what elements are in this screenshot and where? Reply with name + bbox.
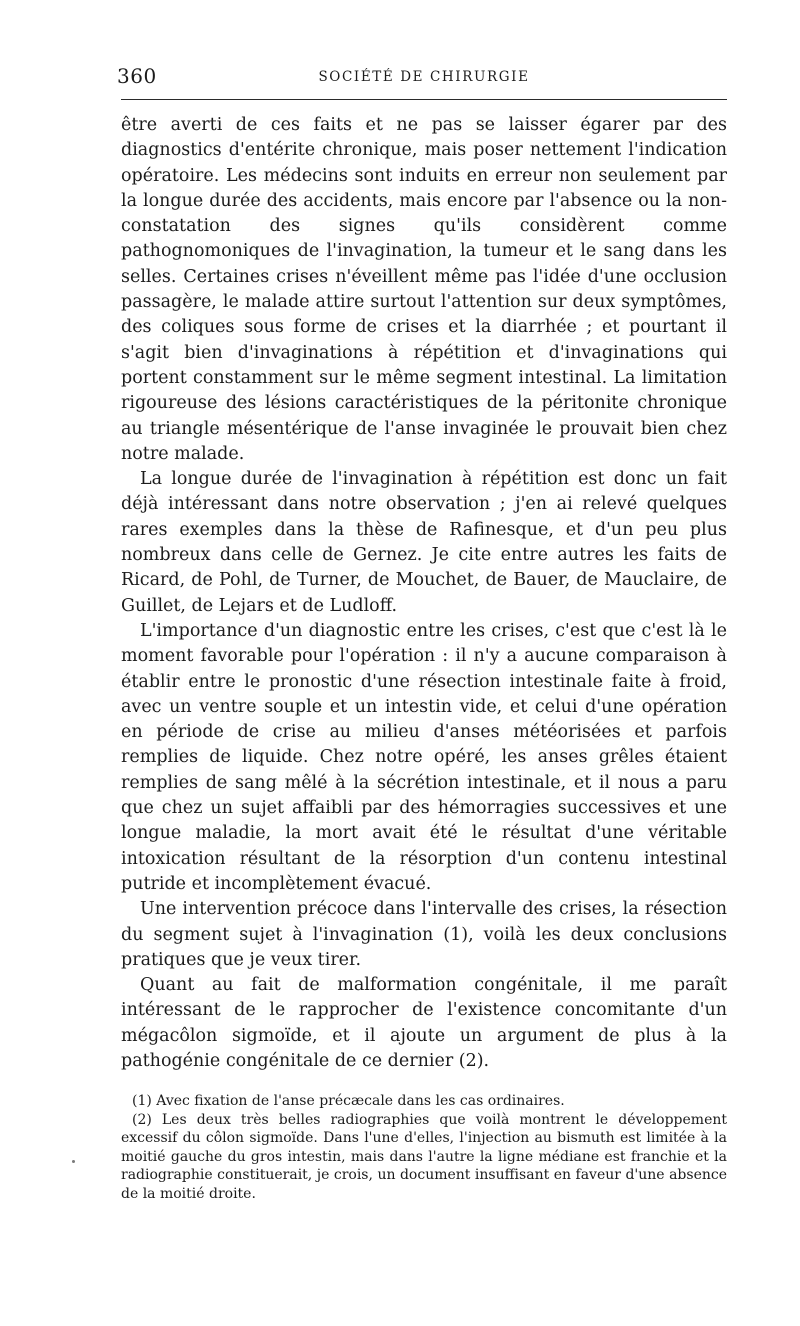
margin-mark	[72, 1160, 75, 1163]
book-page	[117, 60, 727, 1203]
running-title: SOCIÉTÉ DE CHIRURGIE	[318, 69, 530, 85]
running-header	[117, 60, 727, 94]
body-text	[121, 113, 727, 1074]
page-number: 360	[117, 64, 157, 88]
paragraph-invagination-duration: La longue durée de l'invagination à répétition est donc un fait déjà intéressant dans notre observation ; j'en ai relevé quelques rares exemples dans la thèse de Rafinesque, et d'un peu plus nombreux dans celle de Gernez. Je cite entre autres les faits de Ricard, de Pohl, de Turner, de Mouchet, de Bauer, de Mauclaire, de Guillet, de Lejars et de Ludloff.	[121, 469, 727, 616]
paragraph-diagnosis-importance: L'importance d'un diagnostic entre les crises, c'est que c'est là le moment favorable pour l'opération : il n'y a aucune comparaison à établir entre le pronostic d'une résection intestinale faite à froid, avec un ventre souple et un intestin vide, et celui d'une opération en période de crise au milieu d'anses météorisées et parfois remplies de liquide. Chez notre opéré, les anses grêles étaient remplies de sang mêlé à la sécrétion intestinale, et il nous a paru que chez un sujet affaibli par des hémorragies successives et une longue maladie, la mort avait été le résultat d'une véritable intoxication résultant de la résorption d'un contenu intestinal putride et incomplètement évacué.	[121, 620, 727, 894]
paragraph-continuation: être averti de ces faits et ne pas se laisser égarer par des diagnostics d'entérite chronique, mais poser nettement l'indication opératoire. Les médecins sont induits en erreur non seulement par la longue durée des accidents, mais encore par l'absence ou la non-constatation des signes qu'ils considèrent comme pathognomoniques de l'invagination, la tumeur et le sang dans les selles. Certaines crises n'éveillent même pas l'idée d'une occlusion passagère, le malade attire surtout l'attention sur deux symptômes, des coliques sous forme de crises et la diarrhée ; et pourtant il s'agit bien d'invaginations à répétition et d'invaginations qui portent constamment sur le même segment intestinal. La limitation rigoureuse des lésions caractéristiques de la péritonite chronique au triangle mésentérique de l'anse invaginée le prouvait bien chez notre malade.	[121, 115, 727, 464]
paragraph-malformation: Quant au fait de malformation congénitale, il me paraît intéressant de le rapprocher de l'existence concomitante d'un mégacôlon sigmoïde, et il ajoute un argument de plus à la pathogénie congénitale de ce dernier (2).	[121, 975, 727, 1071]
footnote-1: (1) Avec fixation de l'anse précæcale dans les cas ordinaires.	[132, 1093, 565, 1110]
header-rule	[121, 99, 727, 100]
paragraph-conclusions: Une intervention précoce dans l'intervalle des crises, la résection du segment sujet à l'invagination (1), voilà les deux conclusions pratiques que je veux tirer.	[121, 899, 727, 970]
footnotes	[121, 1092, 727, 1203]
footnote-2: (2) Les deux très belles radiographies que voilà montrent le développement excessif du côlon sigmoïde. Dans l'une d'elles, l'injection au bismuth est limitée à la moitié gauche du gros intestin, mais dans l'autre la ligne médiane est franchie et la radiographie constituerait, je crois, un document insuffisant en faveur d'une absence de la moitié droite.	[121, 1111, 727, 1202]
